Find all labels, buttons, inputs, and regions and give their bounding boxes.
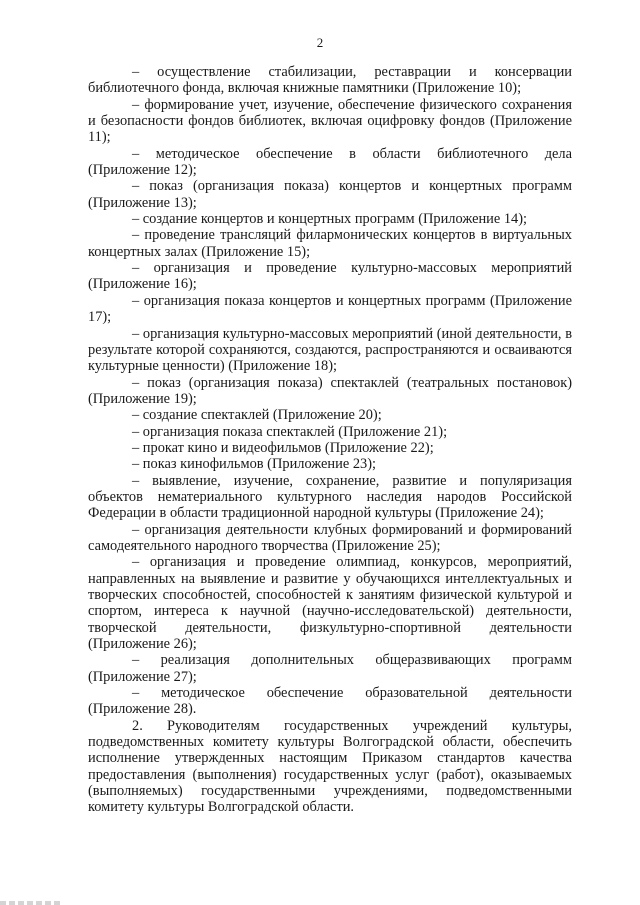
list-item-concert-organization: – организация показа концертов и концертных программ (Приложение 17); bbox=[88, 292, 572, 326]
scan-edge-artifact bbox=[0, 901, 62, 905]
list-item-concert-show: – показ (организация показа) концертов и концертных программ (Приложение 13); bbox=[88, 178, 572, 211]
list-item-film-rental: – прокат кино и видеофильмов (Приложение 22); bbox=[132, 439, 434, 456]
document-body bbox=[88, 64, 572, 816]
list-item-fund-formation: – формирование учет, изучение, обеспечение физического сохранения и безопасности фондов библиотек, включая оцифровку фондов (Приложение 11); bbox=[88, 96, 572, 146]
list-item-library-methodology: – методическое обеспечение в области библиотечного дела (Приложение 12); bbox=[88, 145, 572, 179]
list-item-education-methodology: – методическое обеспечение образовательной деятельности (Приложение 28). bbox=[88, 685, 572, 718]
list-item-olympiads: – организация и проведение олимпиад, конкурсов, мероприятий, направленных на выявление и развитие у обучающихся интеллектуальных и творческих способностей, способностей к занятиям физической культурой и спортом, интереса к научной (научно-исследовательской) деятельности, творческой деятельности, физкультурно-спортивной деятельности (Приложение 26); bbox=[88, 554, 572, 653]
list-item-theatre-show: – показ (организация показа) спектаклей (театральных постановок) (Приложение 19); bbox=[88, 374, 572, 407]
list-item-concert-creation: – создание концертов и концертных программ (Приложение 14); bbox=[132, 211, 528, 228]
list-item-virtual-halls: – проведение трансляций филармонических концертов в виртуальных концертных залах (Приложение 15); bbox=[88, 227, 572, 260]
list-item-preservation: – осуществление стабилизации, реставрации и консервации библиотечного фонда, включая книжные памятники (Приложение 10); bbox=[88, 64, 572, 97]
list-item-intangible-heritage: – выявление, изучение, сохранение, развитие и популяризация объектов нематериального культурного наследия народов Российской Федерации в области традиционной народной культуры (Приложение 24); bbox=[88, 472, 572, 522]
list-item-club-formations: – организация деятельности клубных формирований и формирований самодеятельного народного творчества (Приложение 25); bbox=[88, 521, 572, 554]
list-item-additional-programs: – реализация дополнительных общеразвивающих программ (Приложение 27); bbox=[88, 652, 572, 685]
list-item-theatre-creation: – создание спектаклей (Приложение 20); bbox=[132, 407, 382, 424]
paragraph-directive: 2. Руководителям государственных учреждений культуры, подведомственных комитету культуры Волгоградской области, обеспечить исполнение утвержденных настоящим Приказом стандартов качества предоставления (выполнения) государственных услуг (работ), оказываемых (выполняемых) государственными учреждениями, подведомственными комитету культуры Волгоградской области. bbox=[88, 717, 572, 816]
list-item-cultural-values: – организация культурно-массовых мероприятий (иной деятельности, в результате которой сохраняются, создаются, распространяются и осваиваются культурные ценности) (Приложение 18); bbox=[88, 325, 572, 375]
list-item-mass-events: – организация и проведение культурно-массовых мероприятий (Приложение 16); bbox=[88, 260, 572, 293]
list-item-film-show: – показ кинофильмов (Приложение 23); bbox=[132, 456, 376, 473]
page-number: 2 bbox=[316, 35, 324, 50]
list-item-theatre-organization: – организация показа спектаклей (Приложение 21); bbox=[132, 423, 448, 440]
